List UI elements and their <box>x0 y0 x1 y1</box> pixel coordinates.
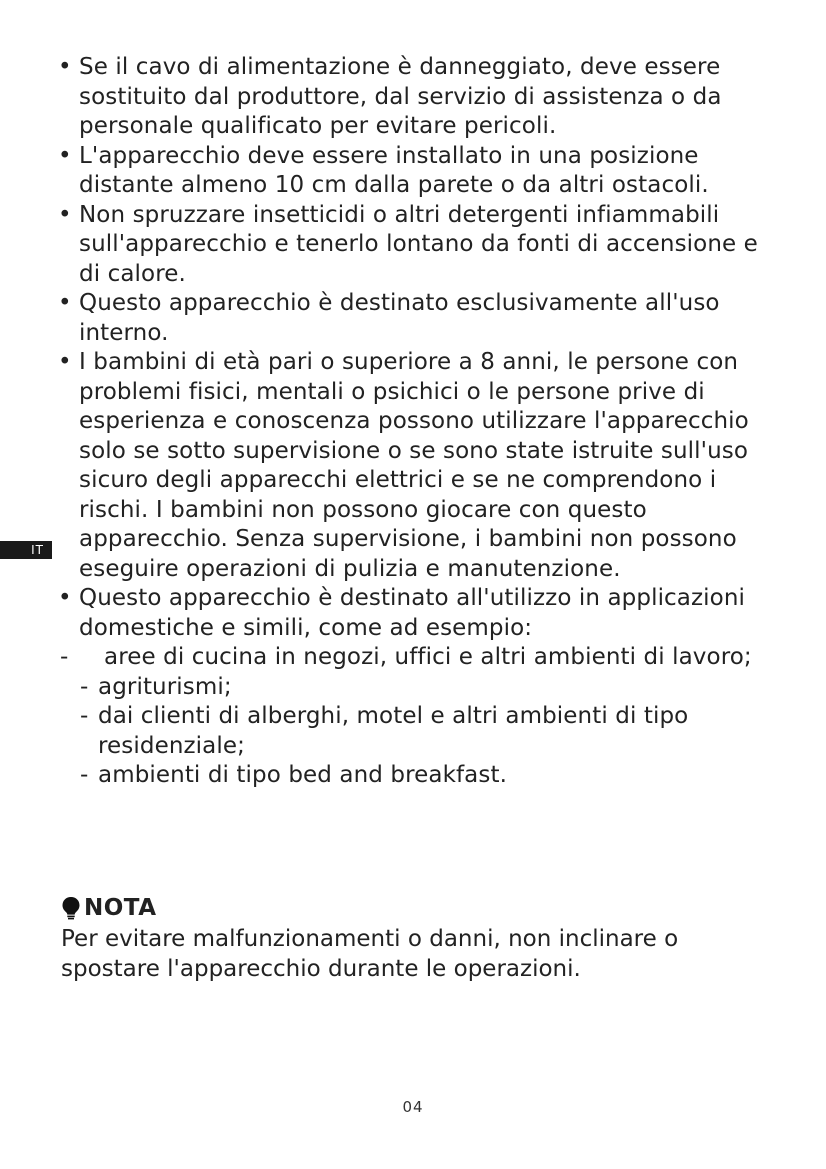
list-item <box>58 53 778 142</box>
sub-list-item <box>58 761 778 791</box>
list-item-text: • I bambini di età pari o superiore a 8 anni, le persone con problemi fisici, mentali o psichici o le persone prive di esperienza e conoscenza possono utilizzare l'apparecchio solo se sotto supervisione o se sono state istruite sull'uso sicuro degli apparecchi elettrici e se ne comprendono i rischi. I bambini non possono giocare con questo apparecchio. Senza supervisione, i bambini non possono eseguire operazioni di pulizia e manutenzione. <box>79 349 749 582</box>
sub-list-item <box>58 673 778 703</box>
note-header <box>61 893 781 923</box>
list-item-text: • Questo apparecchio è destinato all'utilizzo in applicazioni domestiche e simili, come ad esempio: <box>79 585 746 641</box>
note-text: Per evitare malfunzionamenti o danni, non inclinare o spostare l'apparecchio durante le operazioni. <box>61 926 679 982</box>
sub-list-item-text: agriturismi; <box>98 673 232 700</box>
sub-list-item-text: ambienti di tipo bed and breakfast. <box>98 762 507 788</box>
dash-marker: - <box>80 673 89 700</box>
list-item <box>58 289 778 348</box>
list-item <box>58 584 778 643</box>
dash-marker: - <box>80 762 89 788</box>
sub-list-item <box>58 643 778 673</box>
page-number: 04 <box>402 1098 424 1116</box>
language-tab: IT <box>0 541 52 559</box>
sub-list-item-text: aree di cucina in negozi, uffici e altri ambienti di lavoro; <box>104 644 752 670</box>
note-title: NOTA <box>84 895 157 921</box>
dash-marker: - <box>80 703 89 729</box>
list-item-text: • Non spruzzare insetticidi o altri detergenti infiammabili sull'apparecchio e tenerlo lontano da fonti di accensione e di calore. <box>79 201 758 287</box>
list-item-text: • Se il cavo di alimentazione è danneggiato, deve essere sostituito dal produttore, dal servizio di assistenza o da personale qualificato per evitare pericoli. <box>79 54 722 139</box>
sub-list-item <box>58 702 778 761</box>
list-item-text: • L'apparecchio deve essere installato in una posizione distante almeno 10 cm dalla parete o da altri ostacoli. <box>79 142 709 198</box>
list-item-text: • Questo apparecchio è destinato esclusivamente all'uso interno. <box>79 290 720 346</box>
safety-list <box>58 53 778 643</box>
lightbulb-icon <box>61 896 81 920</box>
dash-marker: - <box>60 644 69 670</box>
list-item <box>58 201 778 290</box>
sub-list-item-text: dai clienti di alberghi, motel e altri ambienti di tipo residenziale; <box>98 703 689 759</box>
usage-examples-list <box>58 643 778 791</box>
safety-instructions <box>58 53 778 791</box>
list-item <box>58 142 778 201</box>
list-item <box>58 348 778 584</box>
note-section <box>61 893 781 984</box>
